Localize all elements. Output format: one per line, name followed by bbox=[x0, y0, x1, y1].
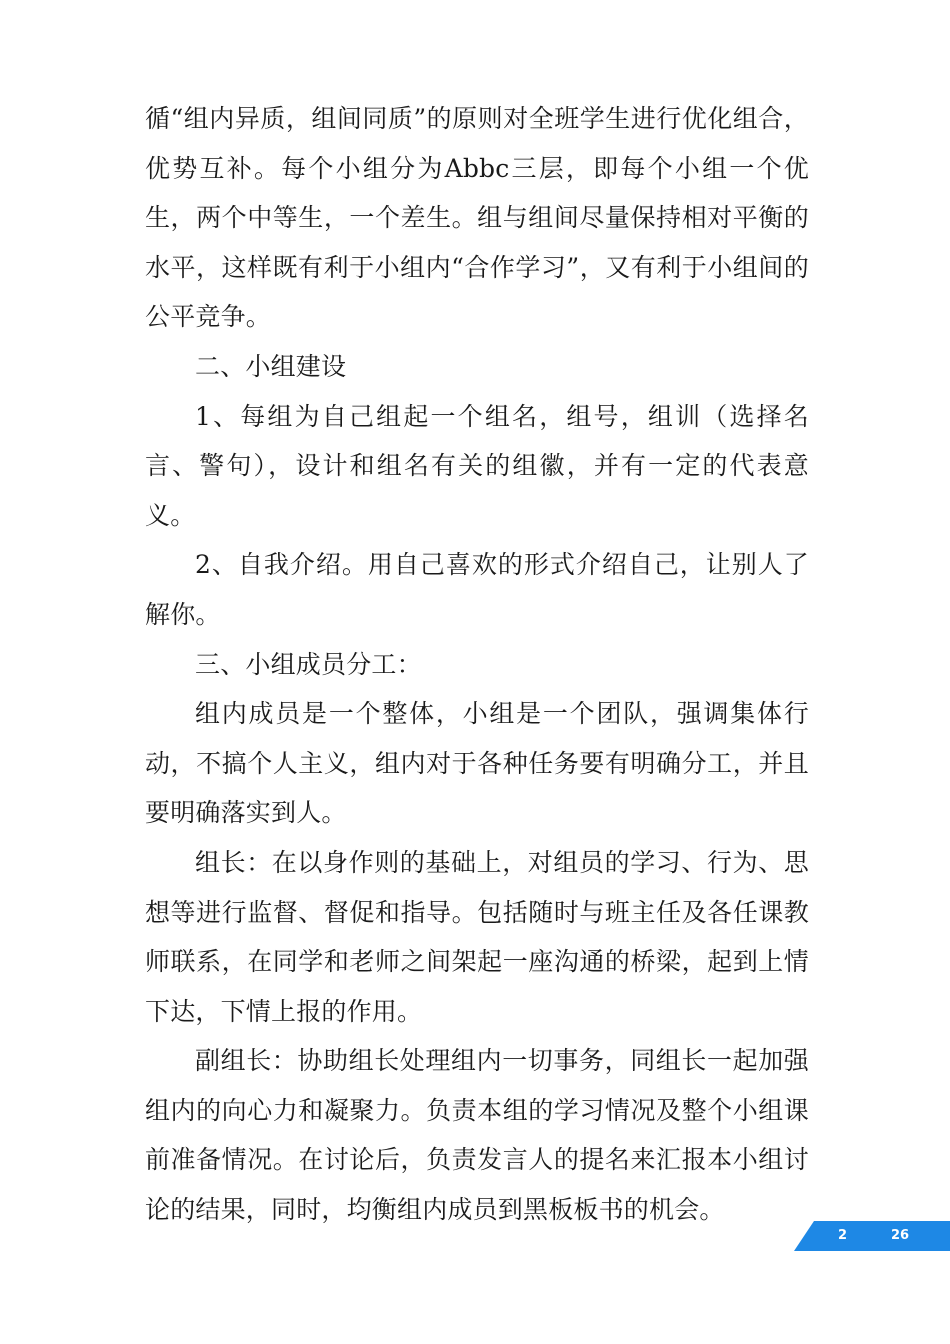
paragraph-group-name: 1、每组为自己组起一个组名，组号，组训（选择名言、警句），设计和组名有关的组徽，并有一定的代表意义。 bbox=[145, 401, 809, 530]
paragraph-team-unity: 组内成员是一个整体，小组是一个团队，强调集体行动，不搞个人主义，组内对于各种任务要有明确分工，并且要明确落实到人。 bbox=[145, 699, 809, 828]
document-body bbox=[145, 94, 809, 1235]
paragraph-group-leader: 组长：在以身作则的基础上，对组员的学习、行为、思想等进行监督、督促和指导。包括随时与班主任及各任课教师联系，在同学和老师之间架起一座沟通的桥梁，起到上情下达，下情上报的作用。 bbox=[145, 847, 809, 1026]
paragraph-continued-grouping: 循“组内异质，组间同质”的原则对全班学生进行优化组合，优势互补。每个小组分为Abbc三层，即每个小组一个优生，两个中等生，一个差生。组与组间尽量保持相对平衡的水平，这样既有利于小组内“合作学习”，又有利于小组间的公平竞争。 bbox=[145, 104, 809, 332]
paragraph-self-intro: 2、自我介绍。用自己喜欢的形式介绍自己，让别人了解你。 bbox=[145, 550, 809, 629]
current-page-number: 2 bbox=[838, 1228, 848, 1243]
total-page-count: 26 bbox=[891, 1228, 910, 1243]
heading-group-building: 二、小组建设 bbox=[195, 351, 347, 381]
paragraph-deputy-leader: 副组长：协助组长处理组内一切事务，同组长一起加强组内的向心力和凝聚力。负责本组的学习情况及整个小组课前准备情况。在讨论后，负责发言人的提名来汇报本小组讨论的结果，同时，均衡组内成员到黑板板书的机会。 bbox=[145, 1046, 809, 1225]
page-number-band bbox=[794, 1221, 950, 1251]
heading-member-roles: 三、小组成员分工： bbox=[195, 649, 422, 679]
